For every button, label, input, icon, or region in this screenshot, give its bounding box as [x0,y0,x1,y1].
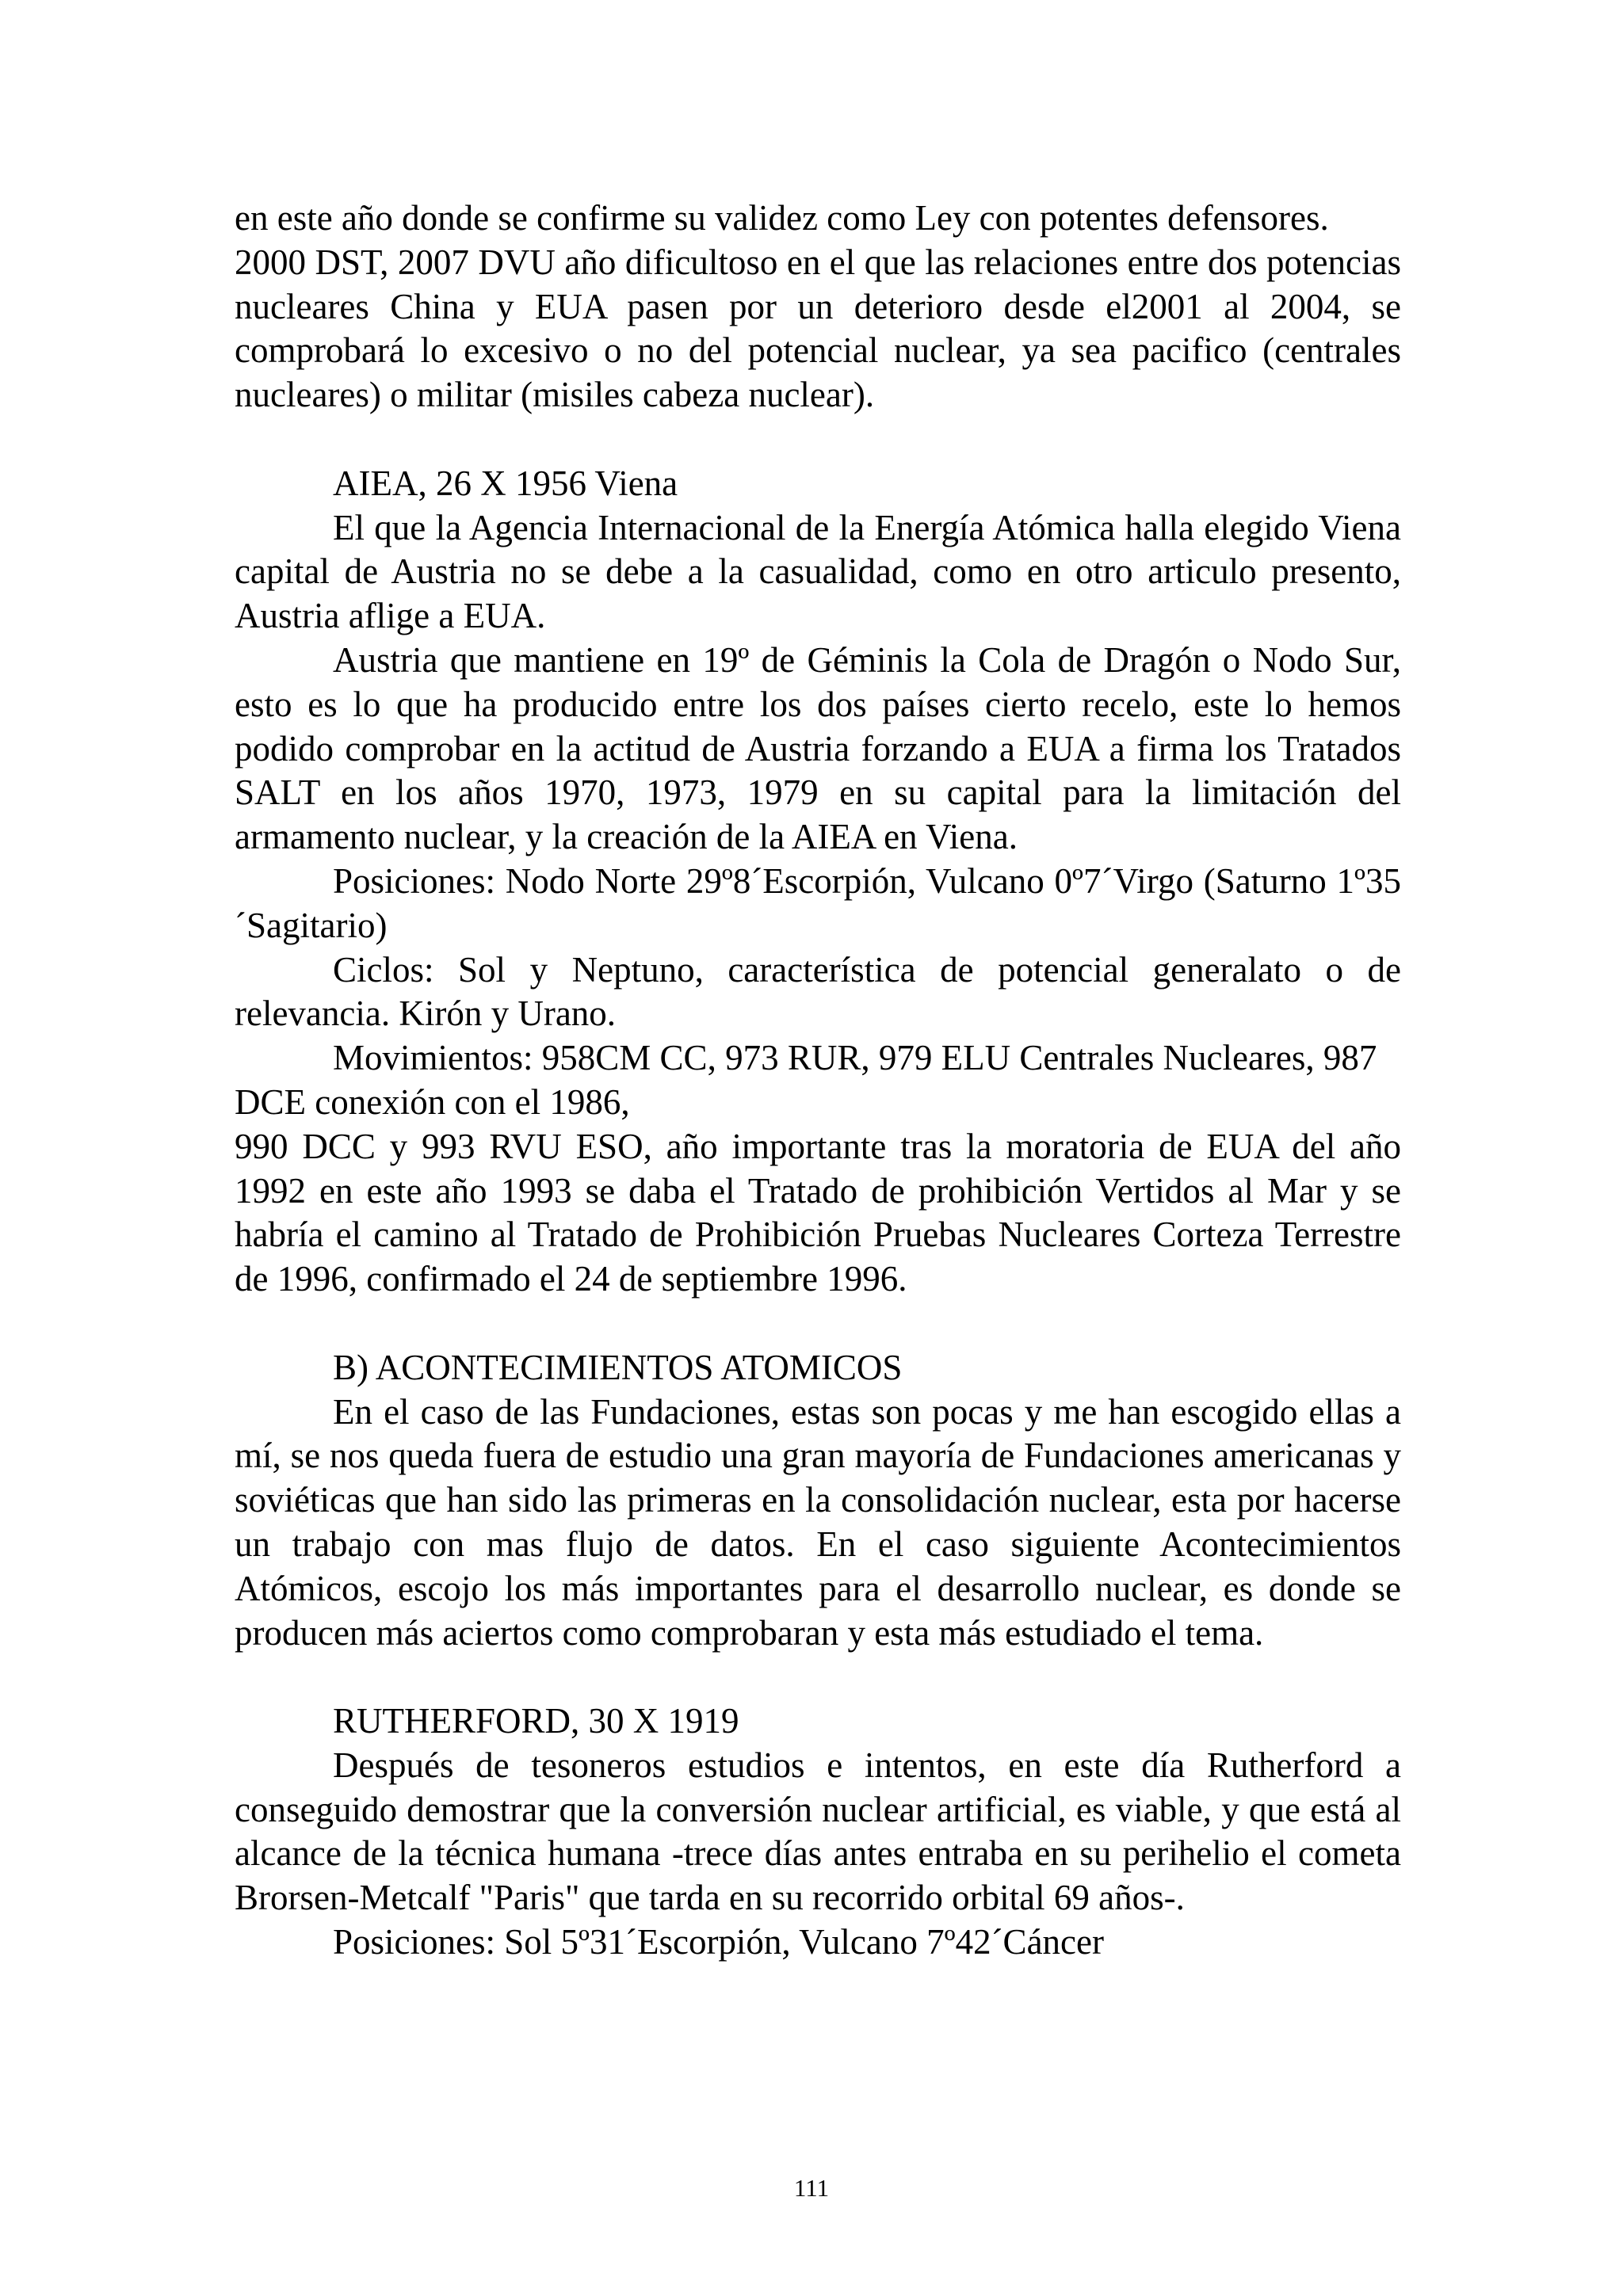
paragraph: El que la Agencia Internacional de la Energía Atómica halla elegido Viena capital de Austria no se debe a la casualidad, como en otro articulo presento, Austria aflige a EUA. [235,507,1401,636]
page-number: 111 [793,2174,830,2202]
paragraph: Después de tesoneros estudios e intentos, en este día Rutherford a conseguido demostrar que la conversión nuclear artificial, es viable, y que está al alcance de la técnica humana -trece días antes entraba en su perihelio el cometa Brorsen-Metcalf "Paris" que tarda en su recorrido orbital 69 años-. [235,1745,1401,1918]
paragraph: Posiciones: Sol 5º31´Escorpión, Vulcano 7º42´Cáncer [333,1922,1104,1962]
paragraph: Movimientos: 958CM CC, 973 RUR, 979 ELU Centrales Nucleares, 987 DCE conexión con el 1986, [235,1038,1377,1122]
section-heading-aiea: AIEA, 26 X 1956 Viena [333,463,678,503]
paragraph-spacer [235,1655,1401,1699]
paragraph: En el caso de las Fundaciones, estas son pocas y me han escogido ellas a mí, se nos queda fuera de estudio una gran mayoría de Fundaciones americanas y soviéticas que han sido las primeras en la consolidación nuclear, esta por hacerse un trabajo con mas flujo de datos. En el caso siguiente Acontecimientos Atómicos, escojo los más importantes para el desarrollo nuclear, es donde se producen más aciertos como comprobaran y esta más estudiado el tema. [235,1391,1401,1653]
page-body [235,196,1401,1965]
paragraph-spacer [235,418,1401,462]
paragraph: Ciclos: Sol y Neptuno, característica de potencial generalato o de relevancia. Kirón y Urano. [235,949,1401,1034]
paragraph: en este año donde se confirme su validez como Ley con potentes defensores. [235,198,1329,238]
paragraph: Austria que mantiene en 19º de Géminis la Cola de Dragón o Nodo Sur, esto es lo que ha producido entre los dos países cierto recelo, este lo hemos podido comprobar en la actitud de Austria forzando a EUA a firma los Tratados SALT en los años 1970, 1973, 1979 en su capital para la limitación del armamento nuclear, y la creación de la AIEA en Viena. [235,639,1401,857]
paragraph: Posiciones: Nodo Norte 29º8´Escorpión, Vulcano 0º7´Virgo (Saturno 1º35´Sagitario) [235,860,1401,945]
paragraph: 2000 DST, 2007 DVU año dificultoso en el que las relaciones entre dos potencias nucleares China y EUA pasen por un deterioro desde el2001 al 2004, se comprobará lo excesivo o no del potencial nuclear, ya sea pacifico (centrales nucleares) o militar (misiles cabeza nuclear). [235,242,1401,415]
section-heading-rutherford: RUTHERFORD, 30 X 1919 [333,1701,739,1741]
section-heading-acontecimientos: B) ACONTECIMIENTOS ATOMICOS [333,1347,903,1387]
paragraph-spacer [235,1302,1401,1346]
paragraph: 990 DCC y 993 RVU ESO, año importante tras la moratoria de EUA del año 1992 en este año 1993 se daba el Tratado de prohibición Vertidos al Mar y se habría el camino al Tratado de Prohibición Pruebas Nucleares Corteza Terrestre de 1996, confirmado el 24 de septiembre 1996. [235,1126,1401,1299]
